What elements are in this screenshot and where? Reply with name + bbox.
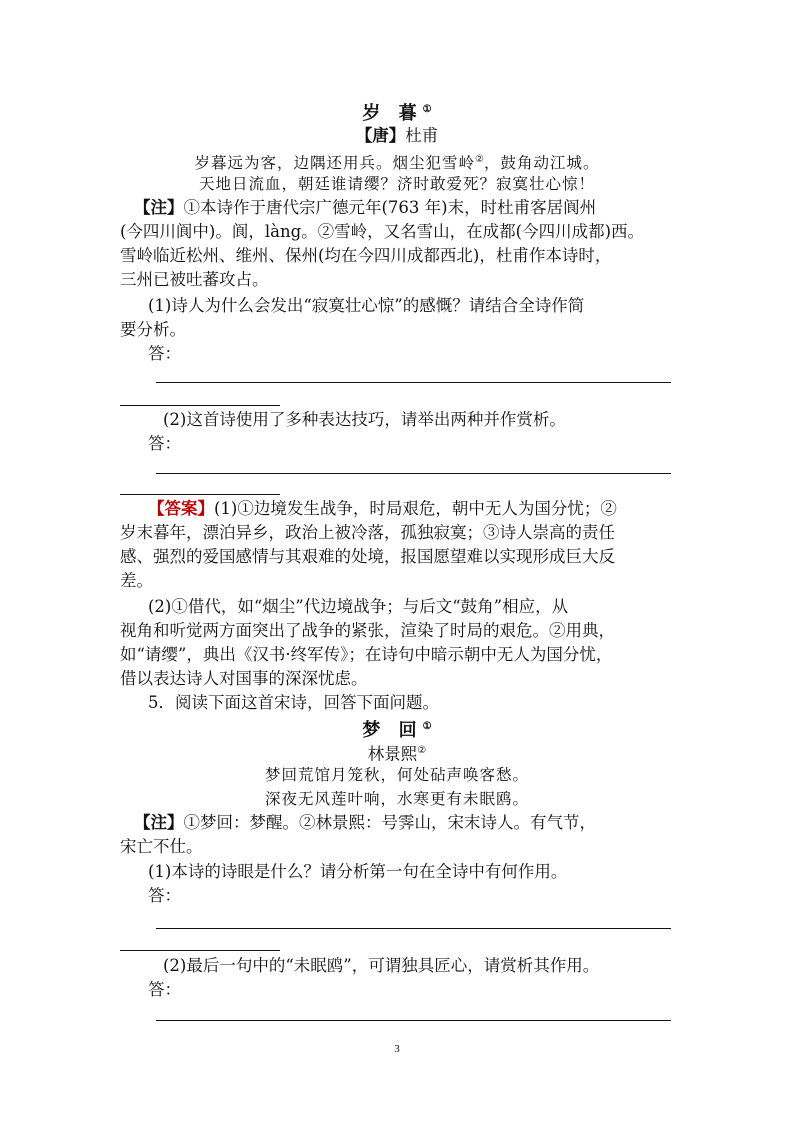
- answer-text: 如“请缨”，典出《汉书·终军传》；在诗句中暗示朝中无人为国分忧，: [120, 645, 613, 664]
- poem-line-2: [0, 172, 794, 196]
- author-name: 杜甫: [405, 126, 439, 145]
- answer-label: 答：: [148, 434, 181, 453]
- answer-text: (2)①借代，如“烟尘”代边境战争；与后文“鼓角”相应，从: [148, 597, 569, 616]
- note-line: (今四川阆中)。阆，làng。②雪岭，又名雪山，在成都(今四川成都)西。: [120, 222, 645, 241]
- answer-text: 视角和听觉两方面突出了战争的紧张，渲染了时局的艰危。②用典，: [120, 621, 615, 640]
- note-line: 宋亡不仕。: [120, 837, 203, 856]
- answer-label: 答：: [148, 886, 181, 905]
- answer-text: 差。: [120, 571, 153, 590]
- question-2: (2)最后一句中的“未眠鸥”，可谓独具匠心，请赏析其作用。: [163, 956, 600, 975]
- poem-line-1: 梦回荒馆月笼秋，何处砧声唤客愁。: [264, 766, 529, 784]
- question-1: (1)诗人为什么会发出“寂寞壮心惊”的感慨？请结合全诗作简: [148, 296, 585, 315]
- answer-key-label: 【答案】: [148, 499, 214, 518]
- note-text: ①本诗作于唐代宗广德元年(763 年)末，时杜甫客居阆州: [183, 198, 597, 217]
- poem-author: [0, 124, 794, 148]
- answer-line: [156, 928, 671, 929]
- answer-text: 借以表达诗人对国事的深深忧虑。: [120, 669, 368, 688]
- poem-line-text: 天地日流血，朝廷谁请缨？济时敢爱死？寂寞壮心惊！: [198, 175, 595, 193]
- poem-line-text: ，鼓角动江城。: [483, 154, 600, 173]
- poem-line-text: 岁暮远为客，边隅还用兵。烟尘犯雪岭: [194, 154, 476, 173]
- poem-line-2: 深夜无风莲叶响，水寒更有未眠鸥。: [264, 790, 529, 808]
- note-label: 【注】: [134, 813, 184, 832]
- question-5-intro: 5．阅读下面这首宋诗，回答下面问题。: [148, 693, 439, 712]
- answer-line: [120, 494, 280, 495]
- answer-label: 答：: [148, 344, 181, 363]
- answer-line: [120, 950, 280, 951]
- footnote-marker: ②: [475, 154, 484, 165]
- poem-title: [0, 98, 794, 126]
- author-name: 林景熙: [367, 744, 418, 764]
- answer-line: [156, 473, 671, 474]
- note-line: [134, 196, 596, 220]
- note-line: [134, 811, 596, 835]
- footnote-marker: ①: [422, 104, 432, 115]
- answer-line: [156, 382, 671, 383]
- answer-text: 感、强烈的爱国感情与其艰难的处境，报国愿望难以实现形成巨大反: [120, 547, 615, 566]
- footnote-marker: ①: [422, 721, 432, 732]
- note-text: ①梦回：梦醒。②林景熙：号霁山，宋末诗人。有气节，: [183, 813, 596, 832]
- page-number: 3: [394, 1043, 400, 1055]
- answer-line: [156, 1020, 671, 1021]
- dynasty-label: 【唐】: [355, 126, 406, 145]
- answer-text: 岁末暮年，漂泊异乡，政治上被冷落，孤独寂寞；③诗人崇高的责任: [120, 523, 615, 542]
- answer-line: [120, 405, 280, 406]
- question-2: (2)这首诗使用了多种表达技巧，请举出两种并作赏析。: [163, 410, 566, 429]
- note-line: 雪岭临近松州、维州、保州(均在今四川成都西北)，杜甫作本诗时，: [120, 246, 612, 265]
- answer-text: (1)①边境发生战争，时局艰危，朝中无人为国分忧；②: [214, 499, 617, 518]
- note-label: 【注】: [134, 198, 184, 217]
- answer-label: 答：: [148, 980, 181, 999]
- question-1-cont: 要分析。: [120, 320, 186, 339]
- poem-title-text: 梦 回: [362, 720, 423, 741]
- note-line: 三州已被吐蕃攻占。: [120, 270, 269, 289]
- footnote-marker: ②: [417, 745, 427, 756]
- question-1: (1)本诗的诗眼是什么？请分析第一句在全诗中有何作用。: [148, 862, 568, 881]
- poem-title-text: 岁 暮: [362, 103, 423, 124]
- answer-key-line: [148, 497, 617, 521]
